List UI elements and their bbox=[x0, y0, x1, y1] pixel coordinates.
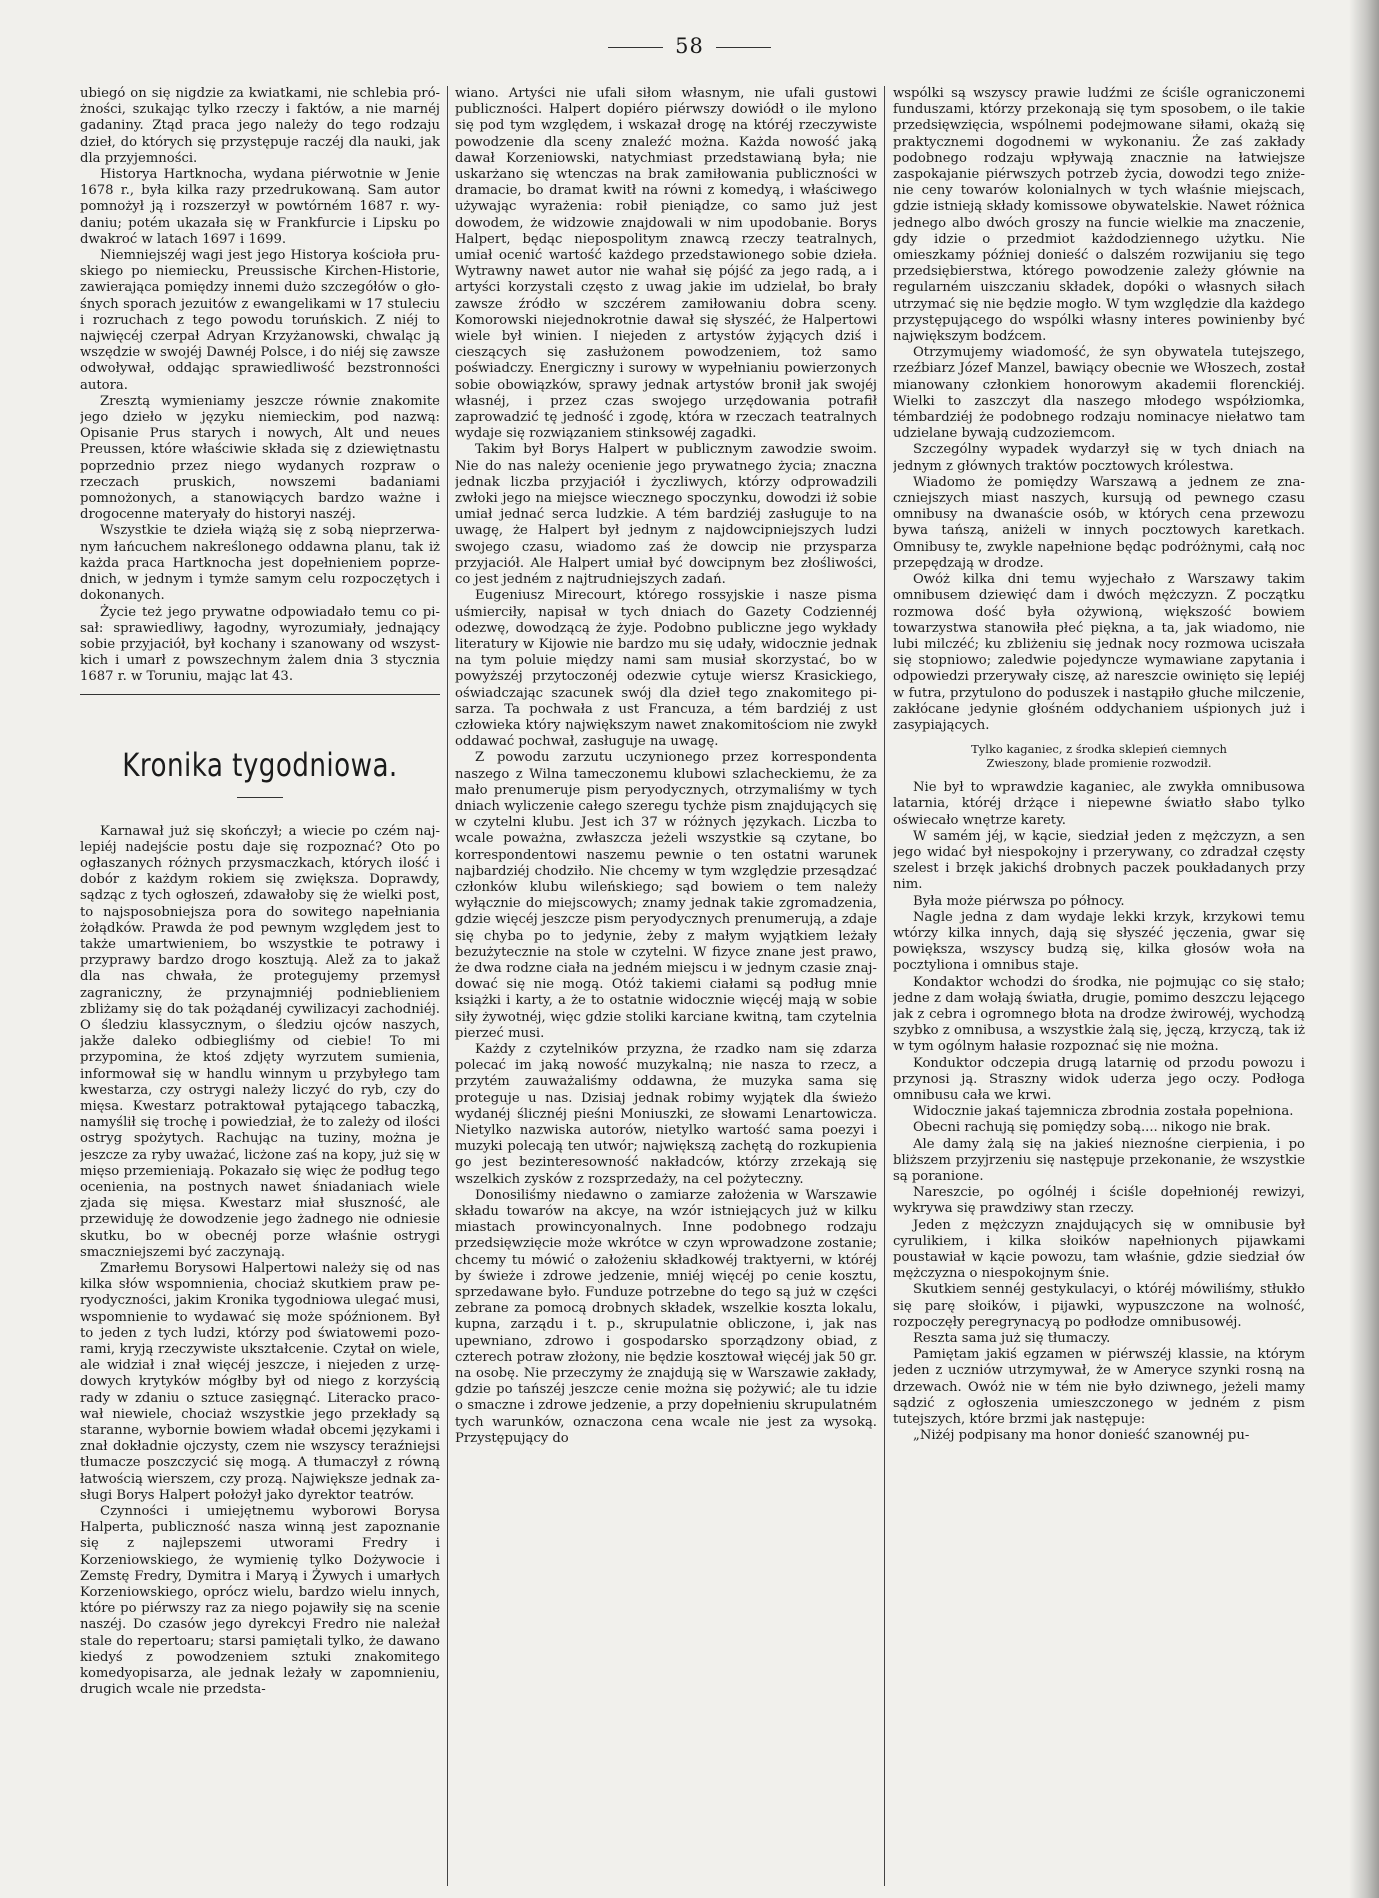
paragraph: Nagle jedna z dam wydaje lekki krzyk, krzykowi temu wtórzy kilka innych, dają się słyszéć jęczenia, gwar się powiększa, wszyscy budzą się, kilka głosów woła na pocztyliona i omnibus staje. bbox=[893, 909, 1305, 974]
paragraph: Jeden z mężczyzn znajdujących się w omnibusie był cyrulikiem, i kilka słoików napełnionych pijawkami poustawiał w kącie powozu, tam właśnie, gdzie siedział ów mężczyzna o niespokojnym śnie. bbox=[893, 1217, 1305, 1282]
paragraph: Była może piérwsza po północy. bbox=[913, 893, 1125, 909]
paragraph: Szczególny wypadek wydarzył się w tych dniach na jednym z głównych traktów pocztowych królestwa. bbox=[893, 442, 1305, 474]
paragraph: Obecni rachują się pomiędzy sobą.... nikogo nie brak. bbox=[913, 1120, 1271, 1136]
paragraph: wspólki są wszyscy prawie ludźmi ze ściśle ograniczonemi funduszami, którzy przekonają się tym sposobem, o ile takie przedsięwzięcia, wspólnemi podejmowane siłami, okażą się praktycznemi dogodnemi w wykonaniu. Że zaś zakłady podobnego rodzaju wpływają znacznie na łatwiejsze zaspokajanie piérwszych potrzeb życia, dowodzi tego zniżenie ceny towarów kolonialnych w tych właśnie miejscach, gdzie istnieją składy komissowe obywatelskie. Nawet różnica jednego albo dwóch groszy na funcie wielkie ma znaczenie, gdy idzie o przedmiot każdodziennego użytku. Nie omieszkamy później donieść o dalszém rozwijaniu się tego przedsiębierstwa, którego powodzenie zależy głównie na regularném uiszczaniu składek, dopóki o własnych siłach utrzymać się nie będzie mogło. W tym względzie dla każdego przystępującego do wspólki własny interes powinienby być największym bodźcem. bbox=[893, 86, 1305, 345]
paragraph: Widocznie jakaś tajemnicza zbrodnia została popełniona. bbox=[913, 1104, 1294, 1120]
paragraph: Takim był Borys Halpert w publicznym zawodzie swoim. Nie do nas należy ocenienie jego prywatnego życia; znaczna jednak liczba przyjaciół i życzliwych, którzy odprowadzili zwłoki jego na miejsce wiecznego spoczynku, dowodzi iż sobie umiał jednać serca ludzkie. A tém bardziéj zasługuje to na uwagę, że Halpert był jednym z najdowcipniejszych ludzi swojego czasu, wiadomo zaś że dowcip nie przysparza przyjaciół. Ale Halpert umiał być dowcipnym bez złośliwości, co jest jedném z najtrudniejszych zadań. bbox=[455, 442, 877, 588]
poem-line: Zwieszony, blade promienie rozwodził. bbox=[986, 756, 1212, 771]
paragraph: Zmarłemu Borysowi Halpertowi należy się od nas kilka słów wspomnienia, chociaż skutkiem praw peryodyczności, jakim Kronika tygodniowa ulegać musi, wspomnienie to wydawać się może spóźnionem. Był to jeden z tych ludzi, którzy pod światowemi pozorami, kryją rzeczywiste ukształcenie. Czytał on wiele, ale widział i znał więcéj jeszcze, i niejeden z urzędowych krytyków mógłby był od niego z korzyścią rady w zdaniu o sztuce zasięgnąć. Literacko pracował niewiele, chociaż wszystkie jego przekłady są staranne, wybornie bowiem władał obcemi językami i znał dokładnie ojczysty, czem nie wszyscy teraźniejsi tłumacze poszczycić się mogą. A tłumaczył z równą łatwością wierszem, czy prozą. Największe jednak zasługi Borys Halpert położył jako dyrektor teatrów. bbox=[80, 1261, 440, 1503]
page-number bbox=[0, 34, 1379, 58]
section-separator bbox=[80, 694, 440, 695]
paragraph: Kondaktor wchodzi do środka, nie pojmując co się stało; jedne z dam wołają światła, drugie, pomimo deszczu lejącego jak z cebra i ogromnego błota na drodze żwirowéj, wychodzą szybko z omnibusa, a wszystkie żalą się, jęczą, krzyczą, tak iż w tym ogólnym hałasie rozpoznać się nie można. bbox=[893, 974, 1305, 1055]
paragraph: Wszystkie te dzieła wiążą się z sobą nieprzerwanym łańcuchem nakreślonego oddawna planu, tak iż każda praca Hartknocha jest dopełnieniem poprzednich, w jednym i tymże samym celu rozpoczętych i dokonanych. bbox=[80, 523, 440, 604]
paragraph: Zresztą wymieniamy jeszcze równie znakomite jego dzieło w języku niemieckim, pod nazwą: Opisanie Prus starych i nowych, Alt und neues Preussen, które właściwie składa się z dziewiętnastu poprzednio przez niego wydanych rozpraw o rzeczach pruskich, nowszemi badaniami pomnożonych, a stanowiących bardzo ważne i drogocenne materyały do historyi naszéj. bbox=[80, 393, 440, 523]
column-rule-1 bbox=[447, 86, 448, 1886]
paragraph: Każdy z czytelników przyzna, że rzadko nam się zdarza polecać im jaką nowość muzykalną; nie nasza to rzecz, a przytém zauważaliśmy oddawna, że muzyka sama się proteguje u nas. Dzisiaj jednak robimy wyjątek dla świeżo wydanéj ślicznéj pieśni Moniuszki, ze słowami Lenartowicza. Nietylko nazwiska autorów, nietylko wartość sama poezyi i muzyki polecają ten utwór; największą zachętą do rozkupienia go jest bezinteresowność nakładców, którzy zrzekają się wszelkich zysków z rozsprzedaży, na cel pożyteczny. bbox=[455, 1041, 877, 1187]
page-number-text: 58 bbox=[675, 34, 704, 58]
paragraph: Wiadomo że pomiędzy Warszawą a jednem ze znaczniejszych miast naszych, kursują od pewnego czasu omnibusy na dwanaście osób, w których cena przewozu bywa tańszą, aniżeli w innych pocztowych karetkach. Omnibusy te, zwykle napełnione będąc podróżnymi, całą noc przepędzają w drodze. bbox=[893, 474, 1305, 571]
paragraph: Owóż kilka dni temu wyjechało z Warszawy takim omnibusem dziewięć dam i dwóch mężczyzn. Z początku rozmowa dość była ożywioną, większość bowiem towarzystwa stanowiła płeć piękna, a ta, jak wiadomo, nie lubi milczéć; ku zbliżeniu się jednak nocy rozmowa uciszała się stopniowo; zaledwie pojedyncze wymawiane zapytania i odpowiedzi przerywały ciszę, aż nareszcie owinięto się lepiéj w futra, przytulono do poduszek i nastąpiło głuche milczenie, zakłócane jedynie głośném oddychaniem uśpionych już i zasypiających. bbox=[893, 572, 1305, 733]
poem-line: Tylko kaganiec, z środka sklepień ciemnych bbox=[971, 742, 1227, 757]
paragraph: Życie też jego prywatne odpowiadało temu co pisał: sprawiedliwy, łagodny, wyrozumiały, jednający sobie przyjaciół, był kochany i szanowany od wszystkich i umarł z powszechnym żalem dnia 3 stycznia 1687 r. w Toruniu, mając lat 43. bbox=[80, 604, 440, 685]
paragraph: Z powodu zarzutu uczynionego przez korrespondenta naszego z Wilna tameczonemu klubowi szlacheckiemu, że za mało prenumeruje pism peryodycznych, otrzymaliśmy w tych dniach wyliczenie całego szeregu tychże pism znajdujących się w czytelni klubu. Jest ich 37 w różnych językach. Liczba to wcale poważna, zwłaszcza jeżeli wszystkie są czytane, bo korrespondentowi naszemu pewnie o ten ostatni warunek najbardziéj chodziło. Nie chcemy w tym względzie przesądzać członków klubu wileńskiego; sąd bowiem o tem należy wyłącznie do miejscowych; znamy jednak takie zgromadzenia, gdzie więcéj jeszcze pism peryodycznych prenumerują, a zdaje się chyba po to jedynie, żeby z małym wyjątkiem leżały bezużytecznie na stole w czytelni. W fizyce znane jest prawo, że dwa rodzne ciała na jedném miejscu i w jednym czasie znajdować się nie mogą. Otóż takiemi ciałami są podług mnie książki i karty, a że to ostatnie widocznie więcéj mają w sobie siły żywotnéj, więc gdzie stoliki karciane kwitną, tam czytelnia pierzeć musi. bbox=[455, 750, 877, 1041]
column-1 bbox=[80, 86, 440, 1886]
paragraph: Karnawał już się skończył; a wiecie po czém najlepiéj nadejście postu daje się rozpoznać? Oto po ogłaszanych różnych przysmaczkach, których ilość i dobór z każdym rokiem się zwiększa. Doprawdy, sądząc z tych ogłoszeń, zdawałoby się że wielki post, to najsposobniejsza pora do sowitego napełniania żołądków. Prawda że pod pewnym względem jest to także umartwieniem, bo wszystkie te potrawy i przyprawy bardzo drogo kosztują. Alež za to jakaž dla nas chwała, że protegujemy przemysł zagraniczny, że przynajmniéj podnieblieniem zbliżamy się do tak pożądanéj cywilizacyi zachodniéj. O śledziu klassycznym, o śledziu ojców naszych, jakže daleko odbiegliśmy od ciebie! To mi przypomina, że ktoś zdjęty wyrzutem sumienia, informował się w handlu winnym u przybyłego tam kwestarza, czy ostrygi należy liczyć do ryb, czy do mięsa. Kwestarz potraktował pytającego tabaczką, namyślił się trochę i powiedział, że to zależy od ilości ostryg spożytych. Rachując na tuziny, można je jeszcze za ryby uważać, licżone zaś na kopy, już się w mięso przemieniają. Pokazało się więc że podług tego ocenienia, na postnych nawet śniadaniach wiele zjada się mięsa. Kwestarz miał słuszność, ale przewiduję że dowodzenie jego żadnego nie odniesie skutku, bo w obecnéj porze właśnie ostrygi smaczniejszemi być zaczynają. bbox=[80, 823, 440, 1260]
column-2 bbox=[455, 86, 877, 1891]
paragraph: Reszta sama już się tłumaczy. bbox=[913, 1331, 1111, 1347]
section-title: Kronika tygodniowa. bbox=[122, 745, 398, 784]
column-3 bbox=[893, 86, 1305, 1891]
paragraph: Czynności i umiejętnemu wyborowi Borysa Halperta, publiczność nasza winną jest zapoznanie się z najlepszemi utworami Fredry i Korzeniowskiego, że wymienię tylko Dożywocie i Zemstę Fredry, Dymitra i Maryą i Żywych i umarłych Korzeniowskiego, oprócz wielu, bardzo wielu innych, które po piérwszy raz za niego pojawiły się na scenie naszéj. Do czasów jego dyrekcyi Fredro nie należał stale do repertoaru; starsi pamiętali tylko, że dawano kiedyś z powodzeniem sztuki znakomitego komedyopisarza, ale jednak leżały w zapomnieniu, drugich wcale nie przedsta- bbox=[80, 1504, 440, 1698]
paragraph: Ale damy żalą się na jakieś nieznośne cierpienia, i po bliższem przyjrzeniu się następuje przekonanie, że wszystkie są poranione. bbox=[893, 1136, 1305, 1184]
scan-edge-shadow bbox=[1349, 0, 1379, 1898]
paragraph: Niemniejszéj wagi jest jego Historya kościoła pruskiego po niemiecku, Preussische Kirchen-Historie, zawierająca pomiędzy innemi dużo szczegółów o głośnych sporach jezuitów z ewangelikami w 17 stuleciu i rozruchach z tego powodu toruńskich. Z niéj to najwięcéj czerpał Adryan Krzyżanowski, chwaląc ją wszędzie w swojéj Dawnéj Polsce, i do niéj się zawsze odwoływał, oddając sprawiedliwość bezstronności autora. bbox=[80, 248, 440, 393]
column-rule-2 bbox=[884, 86, 885, 1886]
paragraph: Eugeniusz Mirecourt, którego rossyjskie i nasze pisma uśmierciły, napisał w tych dniach do Gazety Codziennéj odezwę, dowodzącą że żyje. Podobno publiczne jego wykłady literatury w Kijowie nie bardzo mu się udały, widocznie jednak na tym poluie między nami sam musiał skorzystać, bo w powyższéj przytoczonéj odezwie cytuje wiersz Krasickiego, oświadczając szacunek swój dla dzieł tego znakomitego pisarza. Ta pochwała z ust Francuza, a tém bardziéj z ust człowieka który największym nawet znakomitościom nie zwykł oddawać pochwał, zasługuje na uwagę. bbox=[455, 588, 877, 750]
paragraph: „Niżéj podpisany ma honor donieść szanownéj pu- bbox=[913, 1428, 1250, 1444]
paragraph: Donosiliśmy niedawno o zamiarze założenia w Warszawie składu towarów na akcye, na wzór istniejących już w kilku miastach prowincyonalnych. Inne podobnego rodzaju przedsięwzięcie może wkrótce w czyn wprowadzone zostanie; chcemy tu mówić o założeniu składkowéj traktyerni, w któréj by świeże i zdrowe jedzenie, mniéj więcéj po cenie kosztu, sprzedawane było. Funduze potrzebne do tego są już w części zebrane za pomocą drobnych składek, wszelkie koszta lokalu, kupna, zarządu i t. p., skrupulatnie obliczone, i, jak nas upewniano, zdrowo i gospodarsko sporządzony obiad, z czterech potraw złożony, nie będzie kosztował więcéj jak 50 gr. na osobę. Nie przeczymy że znajdują się w Warszawie zakłady, gdzie po tańszéj jeszcze cenie można się pożywić; ale tu idzie o smaczne i zdrowe jedzenie, a przy dopełnieniu skrupulatném tych warunków, oznaczona cena wcale nie jest za wysoką. Przystępujący do bbox=[455, 1187, 877, 1446]
paragraph: wiano. Artyści nie ufali siłom własnym, nie ufali gustowi publiczności. Halpert dopiéro piérwszy dowiódł o ile mylono się pod tym względem, i wskazał drogę na któréj rzeczywiste powodzenie dla sceny znaleźć można. Każda nowość jaką dawał Korzeniowski, natychmiast przedstawianą była; nie uskarżano się wtenczas na brak zamiłowania publiczności w dramacie, bo dramat kwitł na równi z komedyą, i właściwego używając wyrażenia: robił pieniądze, co samo już jest dowodem, że widzowie znajdowali w nim upodobanie. Borys Halpert, będąc niepospolitym znawcą rzeczy teatralnych, umiał ocenić wartość każdego przedstawionego sobie dzieła. Wytrawny nawet autor nie wahał się pójść za jego radą, a i artyści korzystali często z uwag jakie im udzielał, bo brały zawsze źródło w szczérem zamiłowaniu dobra sceny. Komorowski niejednokrotnie dawał się słyszéć, że Halpertowi wiele był winien. I niejeden z artystów żyjących dziś i cieszących się zasłużonem powodzeniem, toż samo poświadczy. Energiczny i surowy w wypełnianiu powierzonych sobie obowiązków, sprawy jednak artystów bronił jak swojéj własnéj, i przez czas swojego urzędowania potrafił zaprowadzić tę jedność i zgodę, która w rzeczach teatralnych wydaje się rozwiązaniem stinksowéj zagadki. bbox=[455, 86, 877, 442]
paragraph: Otrzymujemy wiadomość, że syn obywatela tutejszego, rzeźbiarz Józef Manzel, bawiący obecnie we Włoszech, został mianowany członkiem honorowym akademii florenckiéj. Wielki to zaszczyt dla naszego młodego współziomka, témbardziéj że podobnego rodzaju nominacye niełatwo tam udzielane bywają cudzoziemcom. bbox=[893, 345, 1305, 442]
title-rule bbox=[237, 797, 283, 798]
paragraph: Konduktor odczepia drugą latarnię od przodu powozu i przynosi ją. Straszny widok uderza jego oczy. Podłoga omnibusu cała we krwi. bbox=[893, 1055, 1305, 1103]
paragraph: Pamiętam jakiś egzamen w piérwszéj klassie, na którym jeden z uczniów utrzymywał, że w Ameryce szynki rosną na drzewach. Owóż nie w tém nie było dziwnego, jeżeli mamy sądzić z ogłoszenia umieszczonego w jedném z pism tutejszych, które brzmi jak następuje: bbox=[893, 1347, 1305, 1428]
paragraph: Nie był to wprawdzie kaganiec, ale zwykła omnibusowa latarnia, któréj drżące i niepewne światło słabo tylko oświecało wnętrze karety. bbox=[893, 780, 1305, 828]
paragraph: Nareszcie, po ogólnéj i ściśle dopełnionéj rewizyi, wykrywa się prawdziwy stan rzeczy. bbox=[893, 1185, 1305, 1217]
paragraph: Skutkiem sennéj gestykulacyi, o któréj mówiliśmy, stłukło się parę słoików, i pijawki, wypuszczone na wolność, rozpoczęły peregrynacyą po podłodze omnibusowéj. bbox=[893, 1282, 1305, 1330]
poem-quote bbox=[893, 742, 1305, 770]
paragraph: Historya Hartknocha, wydana piérwotnie w Jenie 1678 r., była kilka razy przedrukowaną. Sam autor pomnożył ją i rozszerzył w powtórném 1687 r. wydaniu; potém ukazała się w Frankfurcie i Lipsku po dwakroć w latach 1697 i 1699. bbox=[80, 167, 440, 247]
paragraph: W samém jéj, w kącie, siedział jeden z mężczyzn, a sen jego widać był niespokojny i przerywany, co zdradzał częsty szelest i brzęk jakichś drobnych paczek poukładanych przy nim. bbox=[893, 828, 1305, 893]
paragraph: ubiegó on się nigdzie za kwiatkami, nie schlebia próżności, szukając tylko rzeczy i faktów, a nie marnéj gadaniny. Ztąd praca jego należy do tego rodzaju dzieł, do których się przystępuje raczéj dla nauki, jak dla przyjemności. bbox=[80, 86, 440, 166]
